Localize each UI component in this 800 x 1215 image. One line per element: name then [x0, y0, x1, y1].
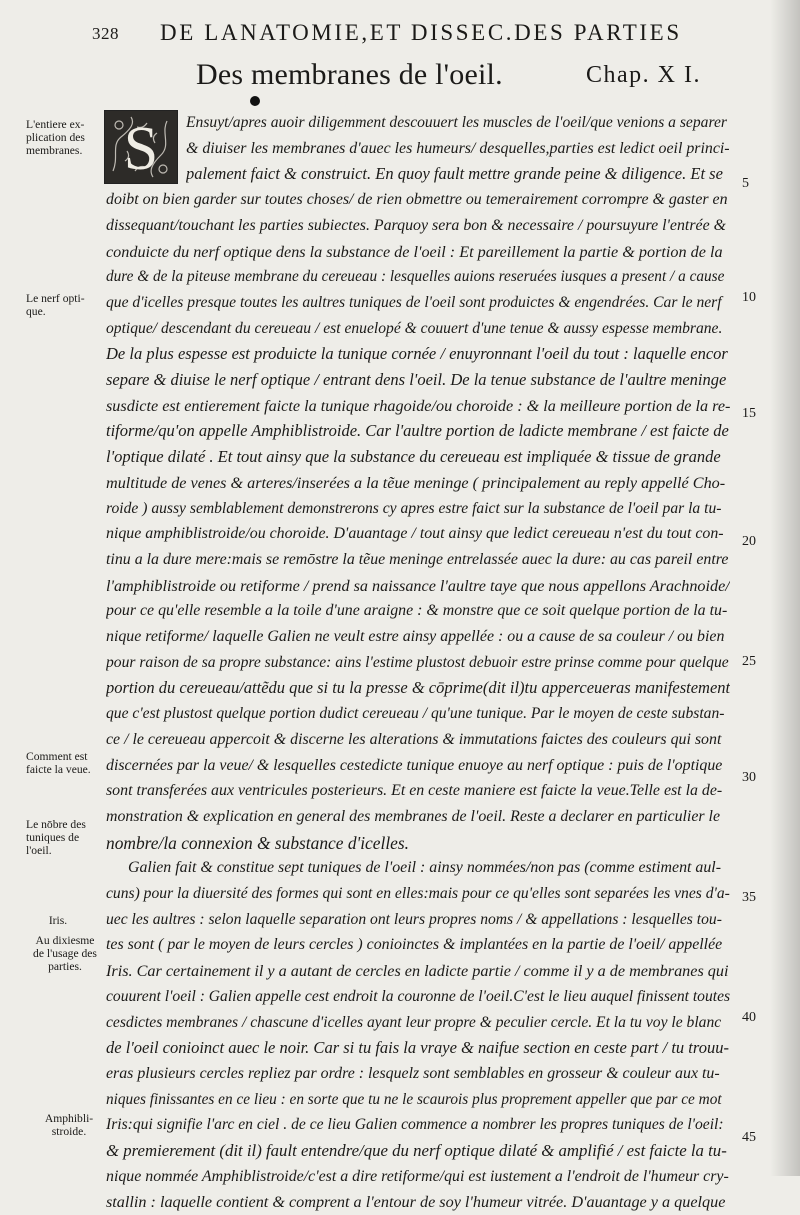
text-line: Ensuyt/apres auoir diligemment descouuert les muscles de l'oeil/que venions a separer	[186, 114, 727, 131]
text-line: dure & de la piteuse membrane du cereueau : lesquelles auions reseruées iusques a present / a cause	[106, 268, 725, 286]
text-line: tes sont ( par le moyen de leurs cercles ) conioinctes & implantées en la partie de l'oeil/ appellée	[106, 936, 723, 954]
margin-note: Au dixiesme de l'usage des parties.	[33, 934, 97, 973]
margin-note: Iris.	[48, 914, 68, 927]
text-line: conduicte du nerf optique dens la substance de l'oeil : Et pareillement la partie & portion de la	[106, 242, 723, 261]
text-line: nique nommée Amphiblistroide/c'est a dire retiforme/qui est iustement a l'endroit de l'humeur cry-	[106, 1167, 729, 1185]
running-title: DE LANATOMIE,ET DISSEC.DES PARTIES	[160, 20, 682, 45]
line-number: 40	[742, 1010, 756, 1025]
text-line: sont transferées aux ventricules posterieurs. Et en ceste maniere est faicte la veue.Telle est la de-	[106, 782, 723, 800]
text-line: tinu a la dure mere:mais se remōstre la tẽue meninge entrelassée auec la dure: au cas pareil entre	[106, 550, 729, 568]
text-line: portion du cereueau/attẽdu que si tu la presse & cōprime(dit il)tu apperceueras manifestement	[106, 678, 730, 698]
text-line: roide ) aussy semblablement demonstrerons cy apres estre faict sur la substance de l'oeil par la tu-	[106, 499, 722, 517]
text-line: uec les aultres : selon laquelle separation ont leurs propres noms / & appellations : lesquelles tou-	[106, 910, 722, 928]
line-number: 45	[742, 1130, 756, 1145]
text-line: & diuiser les membranes d'auec les humeurs/ desquelles,parties est ledict oeil princi-	[186, 139, 730, 157]
text-line: tiforme/qu'on appelle Amphiblistroide. Car l'aultre portion de ladicte membrane / est faicte de	[106, 421, 729, 441]
decorated-initial	[104, 110, 178, 184]
text-line: optique/ descendant du cereueau / est enuelopé & couuert d'une tenue & aussy espesse membrane.	[106, 319, 723, 337]
text-line: cesdictes membranes / chascune d'icelles ayant leur propre & peculier cercle. Et la tu voy le blanc	[106, 1013, 722, 1031]
text-line: dissequant/touchant les parties subiectes. Parquoy sera bon & necessaire / poursuyure l'entrée &	[106, 216, 726, 234]
text-line: pour ce qu'elle resemble a la toile d'une araigne : & monstre que ce soit quelque portion de la tu-	[106, 602, 728, 620]
margin-note: Le nōbre des tuniques de l'oeil.	[26, 818, 86, 857]
text-line: cuns) pour la diuersité des formes qui sont en elles:mais pour ce qu'elles sont separées les vnes d'a-	[106, 885, 730, 902]
text-line: Galien fait & constitue sept tuniques de l'oeil : ainsy nommées/non pas (comme estiment aul-	[128, 859, 722, 877]
text-line: Iris:qui signifie l'arc en ciel . de ce lieu Galien commence a nombrer les propres tuniques de l'oeil:	[106, 1116, 724, 1134]
text-line: & premierement (dit il) fault entendre/que du nerf optique dilaté & amplifié / est faicte la tu-	[106, 1141, 727, 1160]
chapter-number: Chap. X I.	[586, 62, 701, 88]
text-line: stallin : laquelle contient & comprent a l'entour de soy l'humeur vitrée. D'auantage y a quelque	[106, 1193, 726, 1212]
line-number: 15	[742, 406, 756, 421]
text-line: De la plus espesse est produicte la tunique cornée / enuyronnant l'oeil du tout : laquelle encor	[106, 344, 728, 364]
chapter-title: Des membranes de l'oeil.	[196, 58, 503, 91]
text-line: nique retiforme/ laquelle Galien ne veult estre ainsy appellée : ou a cause de sa couleur / ou bien	[106, 628, 725, 645]
text-line: Iris. Car certainement il y a autant de cercles en ladicte partie / comme il y a de membranes qui	[106, 962, 729, 981]
text-line: nique amphiblistroide/ou choroide. D'auantage / tout ainsy que ledict cereueau n'est du tout con-	[106, 525, 724, 543]
text-line: couurent l'oeil : Galien appelle cest endroit la couronne de l'oeil.C'est le lieu auquel finissent toutes	[106, 987, 730, 1005]
line-number: 5	[742, 176, 749, 191]
text-line: nombre/la connexion & substance d'icelles.	[106, 832, 409, 853]
text-line: doibt on bien garder sur toutes choses/ de rien obmettre ou temerairement corrompre & gaster en	[106, 191, 728, 209]
text-line: separe & diuise le nerf optique / entrant dens l'oeil. De la tenue substance de l'aultre meninge	[106, 370, 727, 389]
line-number: 30	[742, 770, 756, 785]
margin-note: Amphibli- stroide.	[44, 1112, 94, 1138]
margin-note: Comment est faicte la veue.	[26, 750, 91, 776]
text-line: monstration & explication en general des membranes de l'oeil. Reste a declarer en particulier le	[106, 807, 721, 825]
text-line: susdicte est entierement faicte la tunique rhagoide/ou choroide : & la meilleure portion de la re-	[106, 396, 730, 415]
dropcap-letter: S	[123, 115, 159, 183]
page-number: 328	[92, 24, 119, 43]
margin-note: L'entiere ex- plication des membranes.	[26, 118, 85, 157]
line-number: 20	[742, 534, 756, 549]
text-line: multitude de venes & arteres/inserées a la tẽue meninge ( principalement au reply appellé Cho-	[106, 473, 726, 492]
text-line: que d'icelles presque toutes les aultres tuniques de l'oeil sont produictes & engendrées. Car le nerf	[106, 293, 722, 311]
text-line: l'amphiblistroide ou retiforme / prend sa naissance l'aultre taye que nous appellons Arachnoide/	[106, 576, 730, 595]
margin-note: Le nerf opti- que.	[26, 292, 85, 318]
text-line: l'optique dilaté . Et tout ainsy que la substance du cereueau est impliquée & tissue de grande	[106, 447, 721, 467]
page-edge-shadow	[770, 0, 800, 1176]
text-line: niques finissantes en ce lieu : en sorte que tu ne le scaurois plus proprement appeller que par ce mot	[106, 1090, 722, 1108]
line-number: 25	[742, 654, 756, 669]
text-line: ce / le cereueau appercoit & discerne les alterations & immutations faictes des couleurs qui sont	[106, 730, 722, 748]
line-number: 35	[742, 890, 756, 905]
line-number: 10	[742, 290, 756, 305]
text-line: discernées par la veue/ & lesquelles cestedicte tunique enuoye au nerf optique : puis de l'optique	[106, 756, 723, 774]
text-line: de l'oeil conioinct auec le noir. Car si tu fais la vraye & naifue section en ceste part / tu trouu-	[106, 1038, 729, 1058]
text-line: pour raison de sa propre substance: ains l'estime plustost debuoir estre prinse comme pour quelque	[106, 653, 729, 671]
ornament-dot	[250, 96, 260, 106]
running-head	[92, 18, 712, 48]
text-line: palement faict & construict. En quoy fault mettre grande peine & diligence. Et se	[186, 164, 723, 184]
text-line: eras plusieurs cercles repliez par ordre : lesquelz sont semblables en grosseur & couleur aux tu-	[106, 1064, 720, 1082]
text-line: que c'est plustost quelque portion dudict cereueau / qu'une tunique. Par le moyen de ceste substan-	[106, 705, 725, 723]
